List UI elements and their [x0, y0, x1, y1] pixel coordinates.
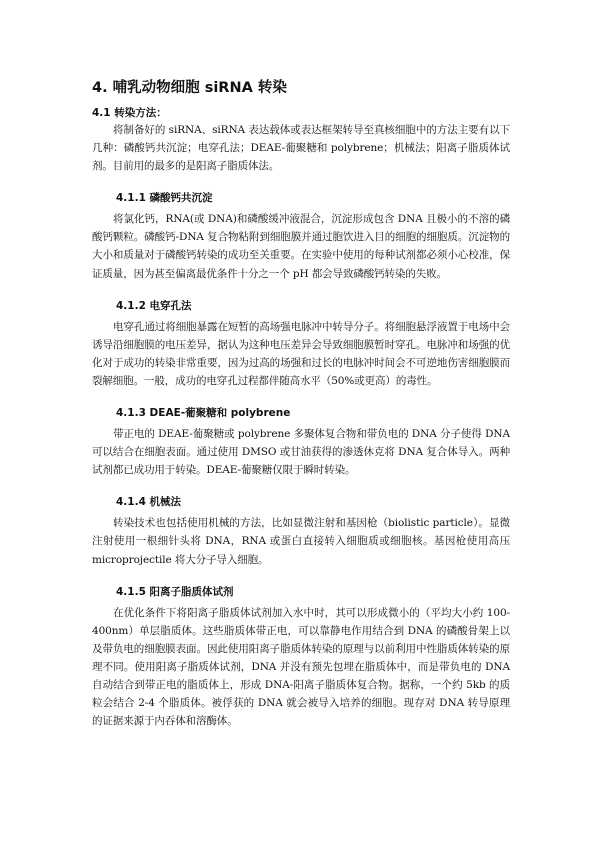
- paragraph-calcium-phosphate: 将氯化钙，RNA(或 DNA)和磷酸缓冲液混合，沉淀形成包含 DNA 且极小的不溶的磷酸钙颗粒。磷酸钙-DNA 复合物粘附到细胞膜并通过胞饮进入目的细胞的细胞质。沉淀物的大小和质量对于磷酸钙转染的成功至关重要。在实验中使用的每种试剂都必须小心校准，保证质量，因为甚至偏离最优条件十分之一个 pH 都会导致磷酸钙转染的失败。: [92, 213, 510, 280]
- section-intro-paragraph: 将制备好的 siRNA、siRNA 表达载体或表达框架转导至真核细胞中的方法主要有以下几种：磷酸钙共沉淀；电穿孔法；DEAE-葡聚糖和 polybrene；机械法；阳离子脂质体试剂。目前用的最多的是阳离子脂质体法。: [92, 124, 510, 173]
- paragraph-deae-dextran: 带正电的 DEAE-葡聚糖或 polybrene 多聚体复合物和带负电的 DNA 分子使得 DNA 可以结合在细胞表面。通过使用 DMSO 或甘油获得的渗透休克将 DNA 复合体导入。两种试剂都已成功用于转染。DEAE-葡聚糖仅限于瞬时转染。: [92, 428, 510, 477]
- section-heading: 4.1 转染方法：: [92, 107, 167, 119]
- subsection-heading-deae-dextran: 4.1.3 DEAE-葡聚糖和 polybrene: [116, 407, 291, 420]
- paragraph-mechanical: 转染技术也包括使用机械的方法，比如显微注射和基因枪（biolistic particle）。显微注射使用一根细针头将 DNA，RNA 或蛋白直接转入细胞质或细胞核。基因枪使用高压 microprojectile 将大分子导入细胞。: [92, 517, 510, 566]
- chapter-heading: 4. 哺乳动物细胞 siRNA 转染: [92, 80, 287, 96]
- subsection-heading-mechanical: 4.1.4 机械法: [116, 496, 182, 509]
- subsection-heading-electroporation: 4.1.2 电穿孔法: [116, 299, 192, 312]
- document-body: [92, 78, 510, 730]
- paragraph-cationic-liposome: 在优化条件下将阳离子脂质体试剂加入水中时，其可以形成微小的（平均大小约 100-400nm）单层脂质体。这些脂质体带正电，可以靠静电作用结合到 DNA 的磷酸骨架上以及带负电的细胞膜表面。因此使用阳离子脂质体转染的原理与以前利用中性脂质体转染的原理不同。使用阳离子脂质体试剂，DNA 并没有预先包埋在脂质体中，而是带负电的 DNA 自动结合到带正电的脂质体上，形成 DNA-阳离子脂质体复合物。据称，一个约 5kb 的质粒会结合 2-4 个脂质体。被俘获的 DNA 就会被导入培养的细胞。现存对 DNA 转导原理的证据来源于内吞体和溶酶体。: [92, 606, 510, 728]
- subsection-heading-cationic-liposome: 4.1.5 阳离子脂质体试剂: [116, 585, 234, 598]
- subsection-heading-calcium-phosphate: 4.1.1 磷酸钙共沉淀: [116, 192, 213, 205]
- paragraph-electroporation: 电穿孔通过将细胞暴露在短暂的高场强电脉冲中转导分子。将细胞悬浮液置于电场中会诱导沿细胞膜的电压差异，据认为这种电压差异会导致细胞膜暂时穿孔。电脉冲和场强的优化对于成功的转染非常重要，因为过高的场强和过长的电脉冲时间会不可逆地伤害细胞膜而裂解细胞。一般，成功的电穿孔过程都伴随高水平（50%或更高）的毒性。: [92, 320, 510, 387]
